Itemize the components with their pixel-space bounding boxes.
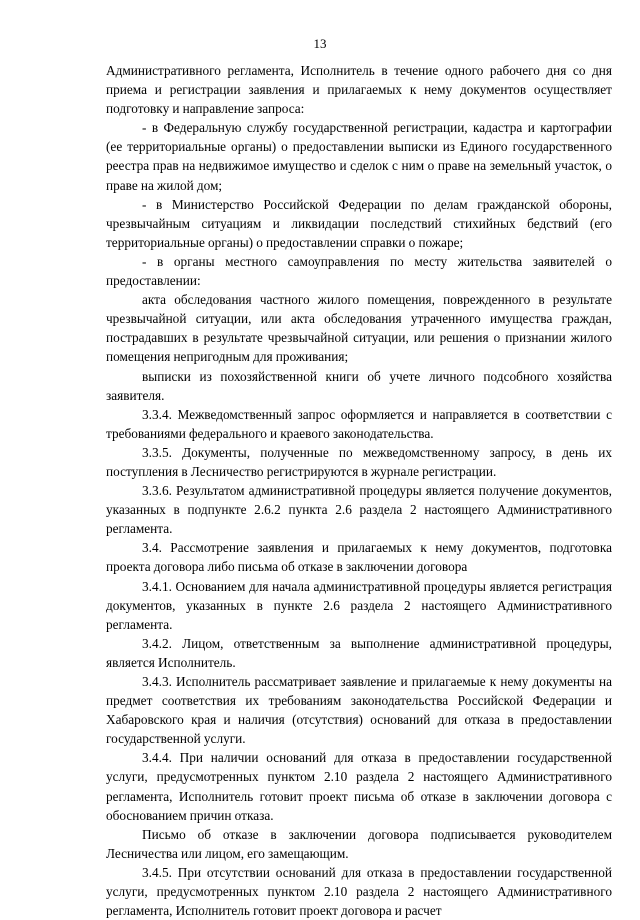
paragraph: 3.3.4. Межведомственный запрос оформляется и направляется в соответствии с требованиями федерального и краевого законодательства. [106, 406, 612, 441]
paragraph: выписки из похозяйственной книги об учете личного подсобного хозяйства заявителя. [106, 368, 612, 403]
paragraph: акта обследования частного жилого помещения, поврежденного в результате чрезвычайной ситуации, или акта обследования утраченного имущества граждан, пострадавших в результате чрезвычайной ситуации, или решения о признании жилого помещения непригодным для проживания; [106, 292, 612, 365]
paragraph: - в Министерство Российской Федерации по делам гражданской обороны, чрезвычайным ситуациям и ликвидации последствий стихийных бедствий (его территориальные органы) о предоставлении справки о пожаре; [106, 196, 612, 250]
paragraph: 3.4.5. При отсутствии оснований для отказа в предоставлении государственной услуги, предусмотренных пунктом 2.10 раздела 2 настоящего Административного регламента, Исполнитель готовит проект договора и расчет [106, 864, 612, 919]
paragraph: 3.4.4. При наличии оснований для отказа в предоставлении государственной услуги, предусмотренных пунктом 2.10 раздела 2 настоящего Административного регламента, Исполнитель готовит проект письма об отказе в заключении договора с обоснованием причин отказа. [106, 750, 612, 823]
paragraph: - в органы местного самоуправления по месту жительства заявителей о предоставлении: [106, 253, 612, 289]
document-body [106, 61, 612, 920]
paragraph: 3.4.1. Основанием для начала административной процедуры является регистрация документов, указанных в пункте 2.6 раздела 2 настоящего Административного регламента. [106, 578, 612, 632]
paragraph: 3.3.6. Результатом административной процедуры является получение документов, указанных в подпункте 2.6.2 пункта 2.6 раздела 2 настоящего Административного регламента. [106, 483, 612, 537]
paragraph: 3.4.2. Лицом, ответственным за выполнение административной процедуры, является Исполнитель. [106, 635, 612, 670]
paragraph: Письмо об отказе в заключении договора подписывается руководителем Лесничества или лицом, его замещающим. [106, 826, 612, 861]
paragraph: 3.4. Рассмотрение заявления и прилагаемых к нему документов, подготовка проекта договора либо письма об отказе в заключении договора [106, 540, 612, 575]
page-number: 13 [313, 36, 327, 51]
paragraph: Административного регламента, Исполнитель в течение одного рабочего дня со дня приема и регистрации заявления и прилагаемых к нему документов осуществляет подготовку и направление запроса: [106, 63, 612, 117]
paragraph: 3.3.5. Документы, полученные по межведомственному запросу, в день их поступления в Лесничество регистрируются в журнале регистрации. [106, 444, 612, 479]
paragraph: 3.4.3. Исполнитель рассматривает заявление и прилагаемые к нему документы на предмет соответствия их требованиям законодательства Российской Федерации и Хабаровского края и наличия (отсутствия) оснований для отказа в предоставлении государственной услуги. [106, 674, 612, 747]
paragraph: - в Федеральную службу государственной регистрации, кадастра и картографии (ее территориальные органы) о предоставлении выписки из Единого государственного реестра прав на недвижимое имущество и сделок с ним о праве на земельный участок, о праве на жилой дом; [106, 120, 612, 193]
